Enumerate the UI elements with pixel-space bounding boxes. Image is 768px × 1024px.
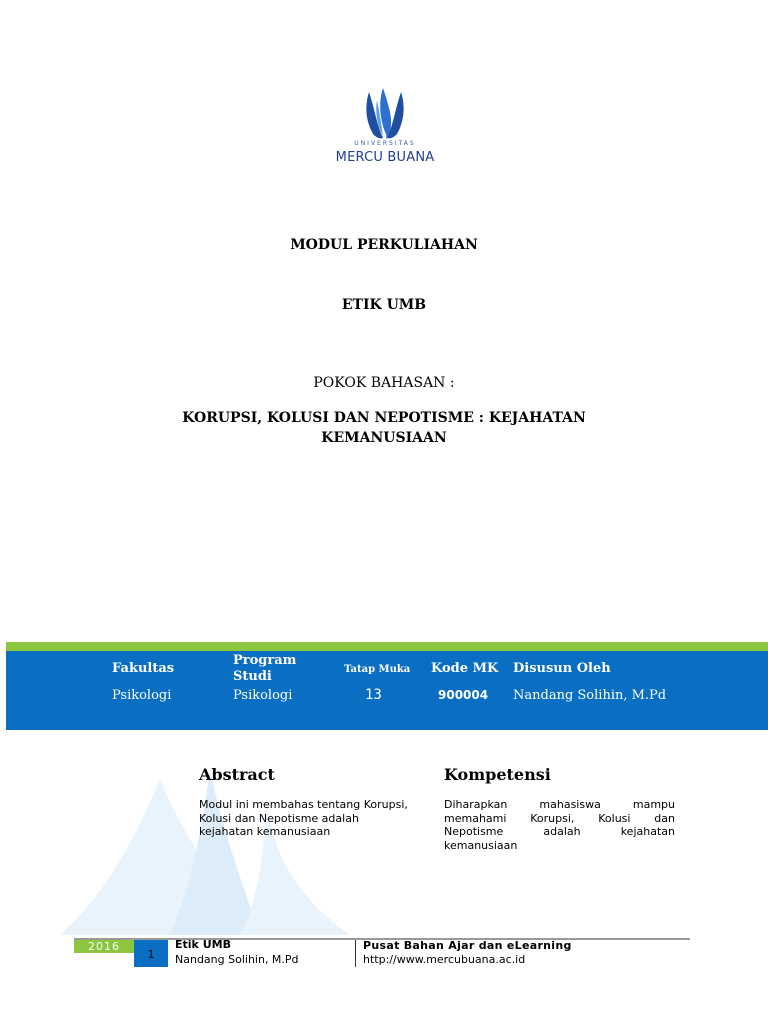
topic-title-line2: KEMANUSIAAN	[321, 430, 447, 446]
topic-title-line1: KORUPSI, KOLUSI DAN NEPOTISME : KEJAHATAN	[182, 410, 586, 426]
abstract-text-line1: Modul ini membahas tentang Korupsi,	[199, 798, 408, 811]
footer-center-name: Pusat Bahan Ajar dan eLearning	[363, 939, 572, 952]
header-disusun-oleh: Disusun Oleh	[513, 661, 611, 676]
abstract-text-line2: Kolusi dan Nepotisme adalah	[199, 811, 359, 825]
abstract-text	[199, 798, 429, 839]
document-type: MODUL PERKULIAHAN	[290, 237, 478, 253]
logo-subtitle: UNIVERSITAS	[354, 140, 416, 147]
footer-page-number: 1	[134, 940, 168, 967]
topic-label: POKOK BAHASAN :	[313, 375, 455, 391]
footer-divider	[355, 940, 356, 967]
footer-year: 2016	[74, 940, 134, 953]
header-kode-mk: Kode MK	[431, 661, 499, 676]
footer-course: Etik UMB	[175, 938, 231, 951]
footer-url[interactable]: http://www.mercubuana.ac.id	[363, 953, 526, 966]
band-accent-strip	[6, 642, 768, 651]
value-disusun-oleh: Nandang Solihin, M.Pd	[513, 688, 667, 703]
value-program-studi: Psikologi	[233, 688, 293, 703]
logo-watermark	[60, 770, 360, 940]
kompetensi-title: Kompetensi	[444, 765, 551, 784]
logo-name: MERCU BUANA	[335, 150, 435, 165]
value-tatap-muka: 13	[365, 687, 382, 703]
abstract-text-line3: kejahatan kemanusiaan	[199, 825, 331, 838]
mercu-buana-emblem-icon	[363, 86, 407, 142]
info-band	[6, 651, 768, 730]
university-logo	[325, 86, 445, 178]
kompetensi-text: Diharapkan mahasiswa mampu memahami Korupsi, Kolusi dan Nepotisme adalah kejahatan kemanusiaan	[444, 798, 675, 852]
value-kode-mk: 900004	[438, 688, 489, 702]
header-program-studi-line1: Program	[233, 653, 297, 668]
header-program-studi-line2: Studi	[233, 669, 272, 684]
abstract-title: Abstract	[199, 765, 275, 784]
course-title: ETIK UMB	[341, 297, 427, 313]
header-tatap-muka: Tatap Muka	[344, 664, 411, 675]
header-fakultas: Fakultas	[112, 661, 175, 676]
footer-author: Nandang Solihin, M.Pd	[175, 953, 299, 966]
value-fakultas: Psikologi	[112, 688, 172, 703]
